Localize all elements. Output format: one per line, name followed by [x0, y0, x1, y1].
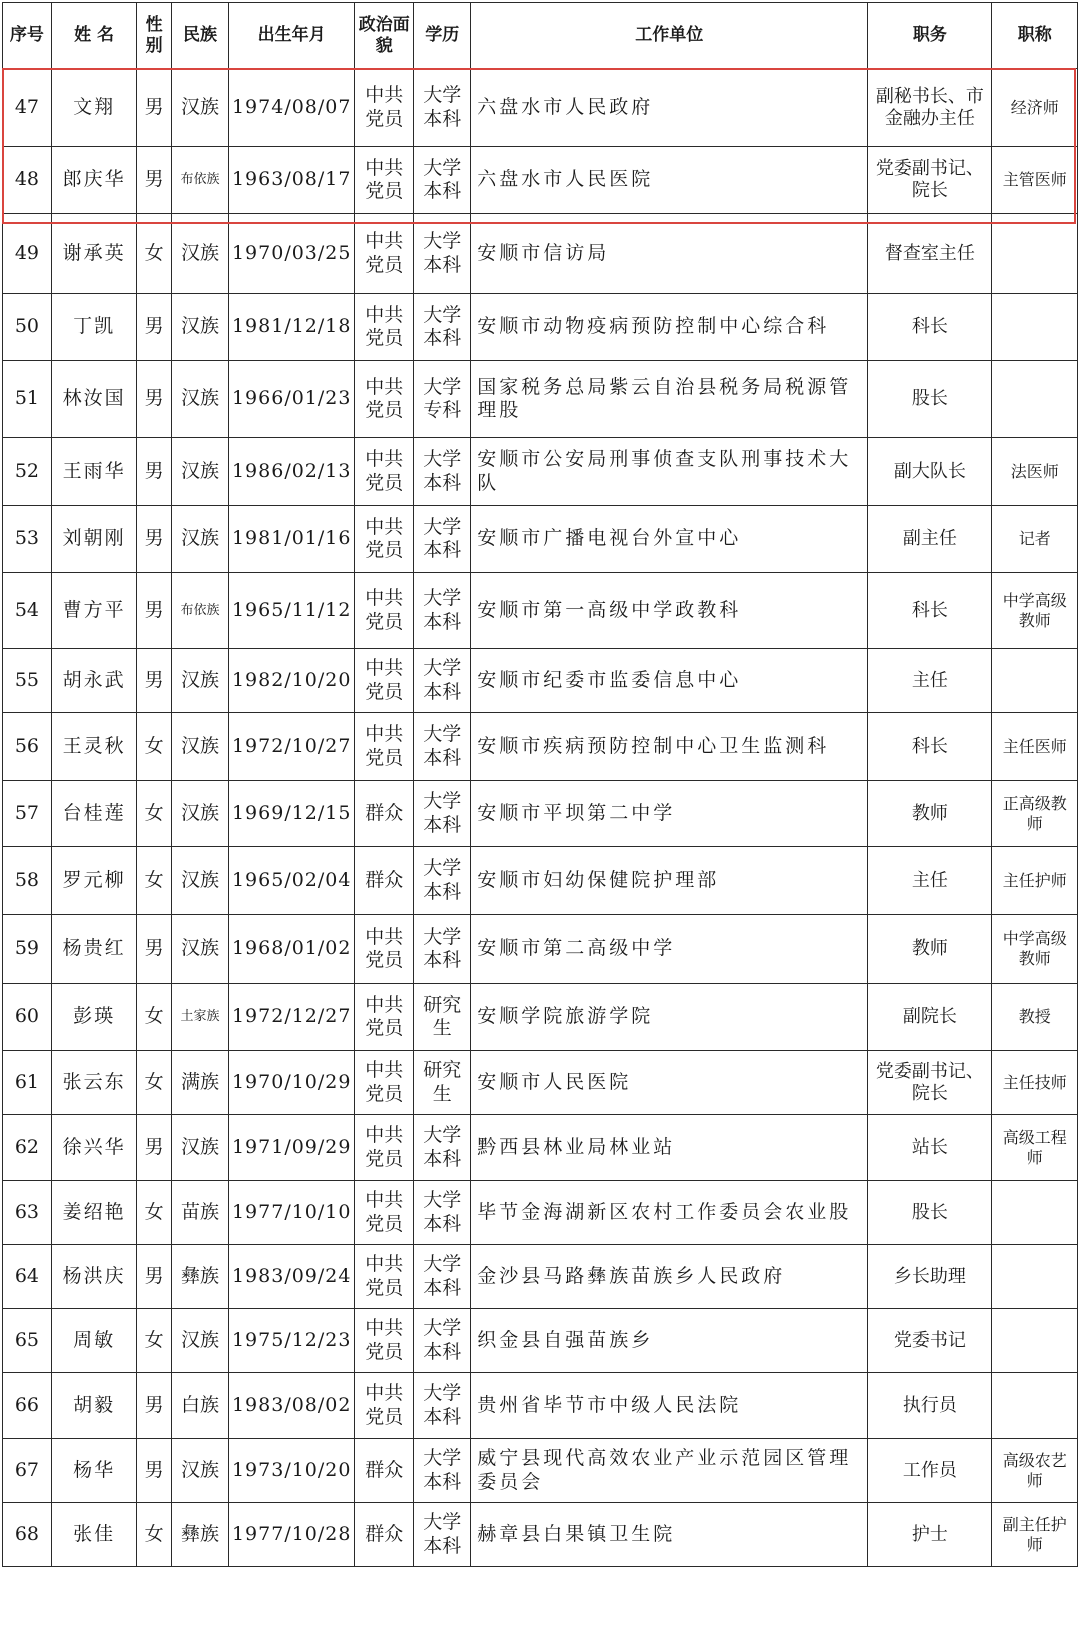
table-row — [3, 847, 1078, 915]
cell-political: 中共党员 — [355, 1245, 414, 1309]
cell-gender: 男 — [137, 69, 172, 147]
cell-position: 党委书记 — [868, 1309, 992, 1373]
cell-no: 64 — [3, 1245, 52, 1309]
cell-gender: 男 — [137, 1245, 172, 1309]
table-row — [3, 147, 1078, 214]
table-row — [3, 1051, 1078, 1115]
cell-birth: 1977/10/10 — [228, 1181, 354, 1245]
cell-birth: 1986/02/13 — [228, 438, 354, 506]
cell-birth: 1981/01/16 — [228, 506, 354, 573]
cell-position: 主任 — [868, 847, 992, 915]
cell-position: 科长 — [868, 294, 992, 361]
cell-title — [992, 649, 1078, 713]
cell-education: 大学本科 — [414, 649, 471, 713]
cell-birth: 1971/09/29 — [228, 1115, 354, 1181]
cell-unit: 六盘水市人民医院 — [471, 147, 868, 214]
table-row — [3, 294, 1078, 361]
cell-unit: 威宁县现代高效农业产业示范园区管理委员会 — [471, 1439, 868, 1503]
cell-unit: 六盘水市人民政府 — [471, 69, 868, 147]
cell-position: 教师 — [868, 915, 992, 984]
cell-gender: 女 — [137, 1051, 172, 1115]
cell-title: 主管医师 — [992, 147, 1078, 214]
table-body — [3, 69, 1078, 1567]
cell-ethnicity: 汉族 — [171, 915, 228, 984]
cell-unit: 安顺市第一高级中学政教科 — [471, 573, 868, 649]
table-row — [3, 1439, 1078, 1503]
cell-no: 66 — [3, 1373, 52, 1439]
cell-political: 中共党员 — [355, 1115, 414, 1181]
cell-position: 工作员 — [868, 1439, 992, 1503]
cell-ethnicity: 汉族 — [171, 361, 228, 438]
cell-political: 中共党员 — [355, 506, 414, 573]
cell-name: 丁凯 — [51, 294, 137, 361]
header-birth: 出生年月 — [228, 3, 354, 69]
cell-ethnicity: 满族 — [171, 1051, 228, 1115]
cell-name: 杨华 — [51, 1439, 137, 1503]
cell-title: 经济师 — [992, 69, 1078, 147]
cell-birth: 1983/08/02 — [228, 1373, 354, 1439]
cell-birth: 1965/11/12 — [228, 573, 354, 649]
cell-education: 大学本科 — [414, 1181, 471, 1245]
cell-education: 大学本科 — [414, 1245, 471, 1309]
cell-no: 53 — [3, 506, 52, 573]
cell-name: 王灵秋 — [51, 713, 137, 781]
cell-no: 67 — [3, 1439, 52, 1503]
cell-title — [992, 1373, 1078, 1439]
header-unit: 工作单位 — [471, 3, 868, 69]
cell-name: 杨贵红 — [51, 915, 137, 984]
cell-education: 大学本科 — [414, 1115, 471, 1181]
cell-ethnicity: 汉族 — [171, 1439, 228, 1503]
cell-birth: 1974/08/07 — [228, 69, 354, 147]
cell-no: 63 — [3, 1181, 52, 1245]
cell-ethnicity: 布依族 — [171, 573, 228, 649]
cell-birth: 1965/02/04 — [228, 847, 354, 915]
cell-title: 法医师 — [992, 438, 1078, 506]
cell-unit: 安顺市广播电视台外宣中心 — [471, 506, 868, 573]
header-name: 姓 名 — [51, 3, 137, 69]
cell-birth: 1981/12/18 — [228, 294, 354, 361]
header-row — [3, 3, 1078, 69]
cell-name: 彭瑛 — [51, 984, 137, 1051]
table-row — [3, 649, 1078, 713]
cell-no: 51 — [3, 361, 52, 438]
cell-no: 58 — [3, 847, 52, 915]
cell-education: 大学本科 — [414, 214, 471, 294]
cell-unit: 安顺市平坝第二中学 — [471, 781, 868, 847]
cell-position: 教师 — [868, 781, 992, 847]
cell-gender: 男 — [137, 1439, 172, 1503]
cell-title: 高级工程师 — [992, 1115, 1078, 1181]
cell-title: 中学高级教师 — [992, 573, 1078, 649]
cell-unit: 赫章县白果镇卫生院 — [471, 1503, 868, 1567]
table-row — [3, 781, 1078, 847]
header-position: 职务 — [868, 3, 992, 69]
cell-education: 大学本科 — [414, 1503, 471, 1567]
cell-birth: 1970/10/29 — [228, 1051, 354, 1115]
cell-no: 49 — [3, 214, 52, 294]
cell-no: 59 — [3, 915, 52, 984]
cell-education: 大学本科 — [414, 847, 471, 915]
cell-position: 党委副书记、院长 — [868, 147, 992, 214]
cell-position: 乡长助理 — [868, 1245, 992, 1309]
cell-education: 研究生 — [414, 1051, 471, 1115]
cell-birth: 1963/08/17 — [228, 147, 354, 214]
cell-birth: 1975/12/23 — [228, 1309, 354, 1373]
cell-ethnicity: 彝族 — [171, 1503, 228, 1567]
cell-name: 徐兴华 — [51, 1115, 137, 1181]
cell-unit: 安顺市妇幼保健院护理部 — [471, 847, 868, 915]
cell-ethnicity: 汉族 — [171, 294, 228, 361]
cell-ethnicity: 汉族 — [171, 649, 228, 713]
cell-political: 中共党员 — [355, 361, 414, 438]
cell-unit: 安顺市动物疫病预防控制中心综合科 — [471, 294, 868, 361]
cell-education: 大学本科 — [414, 1309, 471, 1373]
cell-name: 周敏 — [51, 1309, 137, 1373]
header-gender: 性别 — [137, 3, 172, 69]
table-row — [3, 1373, 1078, 1439]
cell-title — [992, 214, 1078, 294]
cell-political: 中共党员 — [355, 69, 414, 147]
header-political: 政治面貌 — [355, 3, 414, 69]
cell-position: 督查室主任 — [868, 214, 992, 294]
table-row — [3, 984, 1078, 1051]
header-no: 序号 — [3, 3, 52, 69]
cell-education: 大学本科 — [414, 713, 471, 781]
cell-birth: 1977/10/28 — [228, 1503, 354, 1567]
cell-position: 副院长 — [868, 984, 992, 1051]
cell-position: 副秘书长、市金融办主任 — [868, 69, 992, 147]
cell-political: 中共党员 — [355, 1181, 414, 1245]
cell-birth: 1972/12/27 — [228, 984, 354, 1051]
table-row — [3, 915, 1078, 984]
cell-name: 姜绍艳 — [51, 1181, 137, 1245]
cell-title: 高级农艺师 — [992, 1439, 1078, 1503]
table-row — [3, 1115, 1078, 1181]
cell-unit: 安顺市第二高级中学 — [471, 915, 868, 984]
cell-gender: 男 — [137, 1115, 172, 1181]
cell-ethnicity: 汉族 — [171, 1115, 228, 1181]
cell-unit: 贵州省毕节市中级人民法院 — [471, 1373, 868, 1439]
cell-gender: 男 — [137, 649, 172, 713]
cell-political: 中共党员 — [355, 713, 414, 781]
cell-gender: 女 — [137, 713, 172, 781]
cell-name: 胡永武 — [51, 649, 137, 713]
cell-education: 研究生 — [414, 984, 471, 1051]
cell-unit: 黔西县林业局林业站 — [471, 1115, 868, 1181]
cell-unit: 安顺市公安局刑事侦查支队刑事技术大队 — [471, 438, 868, 506]
cell-no: 68 — [3, 1503, 52, 1567]
cell-title — [992, 361, 1078, 438]
cell-unit: 安顺市信访局 — [471, 214, 868, 294]
cell-political: 中共党员 — [355, 1309, 414, 1373]
cell-gender: 女 — [137, 781, 172, 847]
cell-political: 中共党员 — [355, 649, 414, 713]
cell-name: 台桂莲 — [51, 781, 137, 847]
cell-title: 主任护师 — [992, 847, 1078, 915]
cell-name: 林汝国 — [51, 361, 137, 438]
cell-political: 中共党员 — [355, 984, 414, 1051]
cell-title: 记者 — [992, 506, 1078, 573]
cell-gender: 男 — [137, 294, 172, 361]
cell-ethnicity: 土家族 — [171, 984, 228, 1051]
cell-position: 副大队长 — [868, 438, 992, 506]
cell-name: 张佳 — [51, 1503, 137, 1567]
cell-unit: 安顺市人民医院 — [471, 1051, 868, 1115]
cell-position: 科长 — [868, 573, 992, 649]
cell-political: 中共党员 — [355, 294, 414, 361]
cell-birth: 1973/10/20 — [228, 1439, 354, 1503]
table-row — [3, 713, 1078, 781]
cell-title: 中学高级教师 — [992, 915, 1078, 984]
cell-no: 62 — [3, 1115, 52, 1181]
cell-no: 50 — [3, 294, 52, 361]
cell-name: 文翔 — [51, 69, 137, 147]
cell-name: 王雨华 — [51, 438, 137, 506]
table-row — [3, 506, 1078, 573]
header-education: 学历 — [414, 3, 471, 69]
cell-political: 中共党员 — [355, 214, 414, 294]
table-row — [3, 1181, 1078, 1245]
cell-political: 群众 — [355, 781, 414, 847]
cell-political: 群众 — [355, 1503, 414, 1567]
cell-title: 主任技师 — [992, 1051, 1078, 1115]
cell-name: 罗元柳 — [51, 847, 137, 915]
cell-title — [992, 294, 1078, 361]
cell-no: 56 — [3, 713, 52, 781]
cell-name: 张云东 — [51, 1051, 137, 1115]
cell-ethnicity: 汉族 — [171, 69, 228, 147]
cell-name: 谢承英 — [51, 214, 137, 294]
cell-unit: 毕节金海湖新区农村工作委员会农业股 — [471, 1181, 868, 1245]
cell-gender: 男 — [137, 506, 172, 573]
cell-political: 中共党员 — [355, 438, 414, 506]
cell-education: 大学本科 — [414, 781, 471, 847]
cell-title: 主任医师 — [992, 713, 1078, 781]
table-row — [3, 1245, 1078, 1309]
cell-unit: 金沙县马路彝族苗族乡人民政府 — [471, 1245, 868, 1309]
table-row — [3, 438, 1078, 506]
cell-gender: 男 — [137, 438, 172, 506]
cell-unit: 安顺市疾病预防控制中心卫生监测科 — [471, 713, 868, 781]
cell-unit: 国家税务总局紫云自治县税务局税源管理股 — [471, 361, 868, 438]
header-title: 职称 — [992, 3, 1078, 69]
cell-birth: 1983/09/24 — [228, 1245, 354, 1309]
cell-education: 大学本科 — [414, 1439, 471, 1503]
cell-ethnicity: 汉族 — [171, 713, 228, 781]
cell-gender: 女 — [137, 1503, 172, 1567]
cell-political: 中共党员 — [355, 1051, 414, 1115]
cell-title: 教授 — [992, 984, 1078, 1051]
cell-education: 大学本科 — [414, 147, 471, 214]
cell-education: 大学本科 — [414, 69, 471, 147]
cell-education: 大学专科 — [414, 361, 471, 438]
cell-unit: 织金县自强苗族乡 — [471, 1309, 868, 1373]
cell-name: 曹方平 — [51, 573, 137, 649]
cell-political: 中共党员 — [355, 147, 414, 214]
table-row — [3, 214, 1078, 294]
cell-ethnicity: 汉族 — [171, 1309, 228, 1373]
cell-gender: 男 — [137, 1373, 172, 1439]
cell-position: 护士 — [868, 1503, 992, 1567]
cell-no: 55 — [3, 649, 52, 713]
cell-education: 大学本科 — [414, 506, 471, 573]
cell-name: 杨洪庆 — [51, 1245, 137, 1309]
cell-gender: 女 — [137, 984, 172, 1051]
cell-gender: 男 — [137, 915, 172, 984]
cell-no: 48 — [3, 147, 52, 214]
cell-political: 中共党员 — [355, 573, 414, 649]
cell-political: 群众 — [355, 847, 414, 915]
personnel-table — [2, 2, 1078, 1567]
cell-name: 胡毅 — [51, 1373, 137, 1439]
cell-ethnicity: 布依族 — [171, 147, 228, 214]
cell-birth: 1972/10/27 — [228, 713, 354, 781]
cell-ethnicity: 汉族 — [171, 781, 228, 847]
cell-ethnicity: 彝族 — [171, 1245, 228, 1309]
cell-no: 61 — [3, 1051, 52, 1115]
table-row — [3, 573, 1078, 649]
cell-position: 站长 — [868, 1115, 992, 1181]
cell-no: 47 — [3, 69, 52, 147]
cell-gender: 女 — [137, 1309, 172, 1373]
cell-birth: 1966/01/23 — [228, 361, 354, 438]
table-row — [3, 1309, 1078, 1373]
cell-unit: 安顺学院旅游学院 — [471, 984, 868, 1051]
cell-ethnicity: 汉族 — [171, 506, 228, 573]
cell-position: 股长 — [868, 1181, 992, 1245]
cell-education: 大学本科 — [414, 915, 471, 984]
cell-title — [992, 1181, 1078, 1245]
cell-title — [992, 1309, 1078, 1373]
header-ethnicity: 民族 — [171, 3, 228, 69]
table-row — [3, 361, 1078, 438]
cell-ethnicity: 白族 — [171, 1373, 228, 1439]
cell-education: 大学本科 — [414, 573, 471, 649]
cell-position: 副主任 — [868, 506, 992, 573]
cell-position: 科长 — [868, 713, 992, 781]
cell-gender: 男 — [137, 573, 172, 649]
cell-gender: 女 — [137, 847, 172, 915]
cell-position: 股长 — [868, 361, 992, 438]
cell-ethnicity: 苗族 — [171, 1181, 228, 1245]
cell-ethnicity: 汉族 — [171, 847, 228, 915]
cell-birth: 1982/10/20 — [228, 649, 354, 713]
table-row — [3, 69, 1078, 147]
cell-no: 52 — [3, 438, 52, 506]
cell-political: 中共党员 — [355, 1373, 414, 1439]
cell-position: 执行员 — [868, 1373, 992, 1439]
cell-birth: 1969/12/15 — [228, 781, 354, 847]
cell-education: 大学本科 — [414, 294, 471, 361]
cell-title: 正高级教师 — [992, 781, 1078, 847]
cell-unit: 安顺市纪委市监委信息中心 — [471, 649, 868, 713]
cell-gender: 男 — [137, 147, 172, 214]
cell-no: 60 — [3, 984, 52, 1051]
cell-ethnicity: 汉族 — [171, 214, 228, 294]
cell-title: 副主任护师 — [992, 1503, 1078, 1567]
cell-political: 中共党员 — [355, 915, 414, 984]
cell-position: 党委副书记、院长 — [868, 1051, 992, 1115]
cell-education: 大学本科 — [414, 438, 471, 506]
cell-gender: 女 — [137, 214, 172, 294]
cell-no: 54 — [3, 573, 52, 649]
cell-gender: 男 — [137, 361, 172, 438]
cell-no: 57 — [3, 781, 52, 847]
cell-title — [992, 1245, 1078, 1309]
cell-name: 刘朝刚 — [51, 506, 137, 573]
cell-no: 65 — [3, 1309, 52, 1373]
cell-name: 郎庆华 — [51, 147, 137, 214]
cell-ethnicity: 汉族 — [171, 438, 228, 506]
table-row — [3, 1503, 1078, 1567]
cell-political: 群众 — [355, 1439, 414, 1503]
cell-birth: 1968/01/02 — [228, 915, 354, 984]
cell-gender: 女 — [137, 1181, 172, 1245]
cell-birth: 1970/03/25 — [228, 214, 354, 294]
cell-education: 大学本科 — [414, 1373, 471, 1439]
cell-position: 主任 — [868, 649, 992, 713]
